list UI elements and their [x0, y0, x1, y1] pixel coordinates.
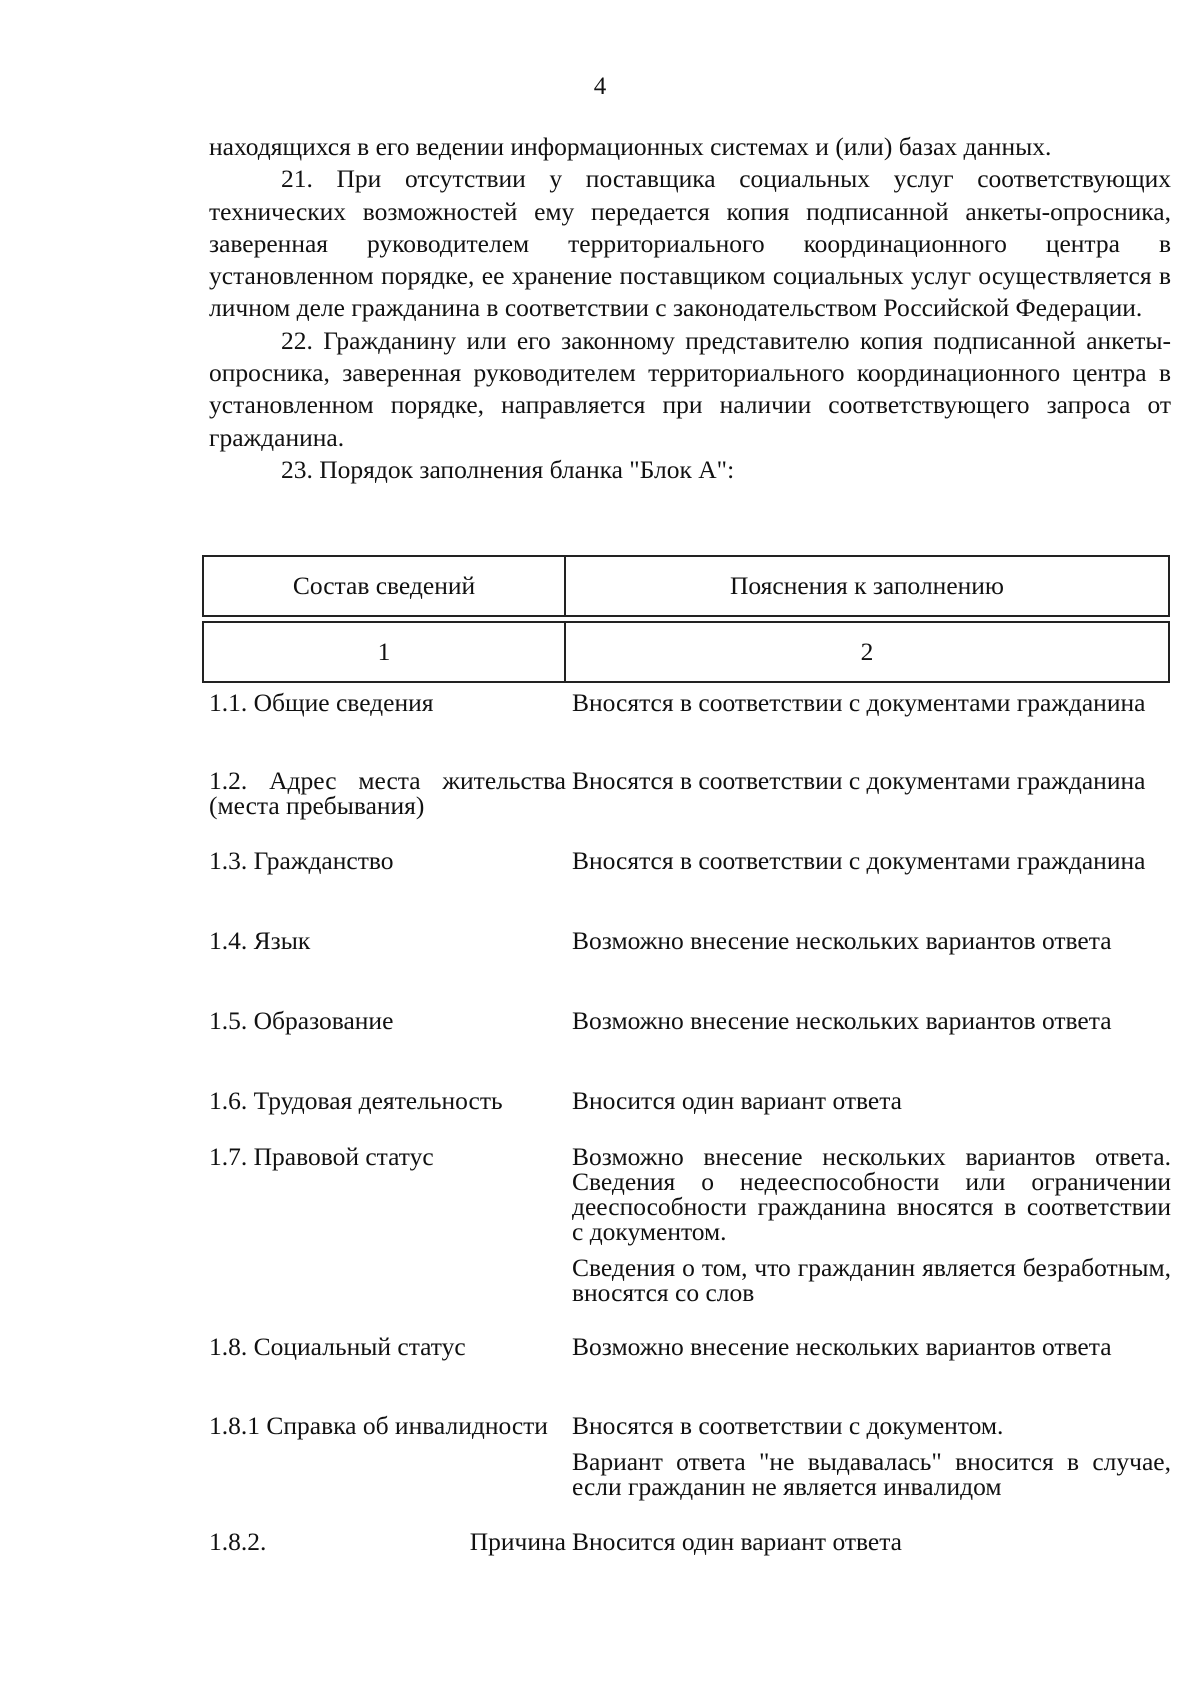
row-note: Вносятся в соответствии с документами гражданина: [572, 766, 1146, 795]
row-name: 1.8. Социальный статус: [209, 1332, 466, 1361]
row-name: 1.1. Общие сведения: [209, 688, 434, 717]
row-name: 1.5. Образование: [209, 1006, 394, 1035]
body-text: [209, 131, 1171, 486]
row-note: Возможно внесение нескольких вариантов ответа: [572, 926, 1112, 955]
row-note: Вносится один вариант ответа: [572, 1527, 902, 1556]
row-note: Вносятся в соответствии с документами гражданина: [572, 688, 1146, 717]
row-name: 1.3. Гражданство: [209, 846, 394, 875]
row-name: 1.4. Язык: [209, 926, 311, 955]
row-name: 1.7. Правовой статус: [209, 1142, 434, 1171]
table-row: [209, 928, 1171, 953]
table-row: [209, 848, 1171, 873]
table-column-numbers-row: [202, 621, 1170, 683]
header-composition: Состав сведений: [204, 557, 566, 615]
column-number-1: 1: [204, 623, 566, 681]
table-row: [209, 1334, 1171, 1359]
row-note: Вносятся в соответствии с документом.: [572, 1411, 1004, 1440]
column-number-2: 2: [860, 637, 874, 666]
paragraph-21: 21. При отсутствии у поставщика социальных услуг соответствующих технических возможностей ему передается копия подписанной анкеты-опросника, заверенная руководителем территориального координационного центра в установленном порядке, ее хранение поставщиком социальных услуг осуществляется в личном деле гражданина в соответствии с законодательством Российской Федерации.: [209, 164, 1171, 323]
row-notes: [566, 1529, 1171, 1554]
row-name: 1.8.1 Справка об инвалидности: [209, 1411, 548, 1440]
row-note: Возможно внесение нескольких вариантов ответа: [572, 1006, 1112, 1035]
table-row: [209, 1144, 1171, 1305]
row-notes: [566, 690, 1171, 715]
row-notes: [566, 1088, 1171, 1113]
row-notes: [566, 1413, 1171, 1499]
row-notes: [566, 1144, 1171, 1305]
row-notes: [566, 1008, 1171, 1033]
paragraph-23: 23. Порядок заполнения бланка "Блок А":: [281, 454, 735, 484]
row-note: Сведения о том, что гражданин является безработным, вносятся со слов: [572, 1253, 1171, 1307]
row-note: Возможно внесение нескольких вариантов ответа. Сведения о недееспособности или ограничении дееспособности гражданина вносятся в соответствии с документом.: [572, 1142, 1171, 1246]
table-row: [209, 690, 1171, 715]
page-number: 4: [593, 73, 607, 100]
row-notes: [566, 1334, 1171, 1359]
row-name: 1.2. Адрес места жительства (места пребывания): [209, 766, 566, 820]
table-row: [209, 768, 1171, 818]
row-name: 1.8.2. Причина: [209, 1527, 566, 1556]
table-header: [202, 555, 1170, 683]
row-notes: [566, 848, 1171, 873]
table-row: [209, 1008, 1171, 1033]
table-row: [209, 1088, 1171, 1113]
row-name: 1.6. Трудовая деятельность: [209, 1086, 503, 1115]
paragraph-continuation: находящихся в его ведении информационных системах и (или) базах данных.: [209, 132, 1052, 161]
row-note: Вносится один вариант ответа: [572, 1086, 902, 1115]
table-row: [209, 1529, 1171, 1554]
header-explanations: Пояснения к заполнению: [729, 571, 1004, 600]
row-note: Вносятся в соответствии с документами гражданина: [572, 846, 1146, 875]
table-row: [209, 1413, 1171, 1499]
paragraph-22: 22. Гражданину или его законному представителю копия подписанной анкеты-опросника, заверенная руководителем территориального координационного центра в установленном порядке, направляется при наличии соответствующего запроса от гражданина.: [209, 325, 1171, 452]
row-note: Возможно внесение нескольких вариантов ответа: [572, 1332, 1112, 1361]
table-header-row: [202, 555, 1170, 617]
row-notes: [566, 928, 1171, 953]
row-note: Вариант ответа "не выдавалась" вносится в случае, если гражданин не является инвалидом: [572, 1447, 1171, 1501]
row-notes: [566, 768, 1171, 818]
